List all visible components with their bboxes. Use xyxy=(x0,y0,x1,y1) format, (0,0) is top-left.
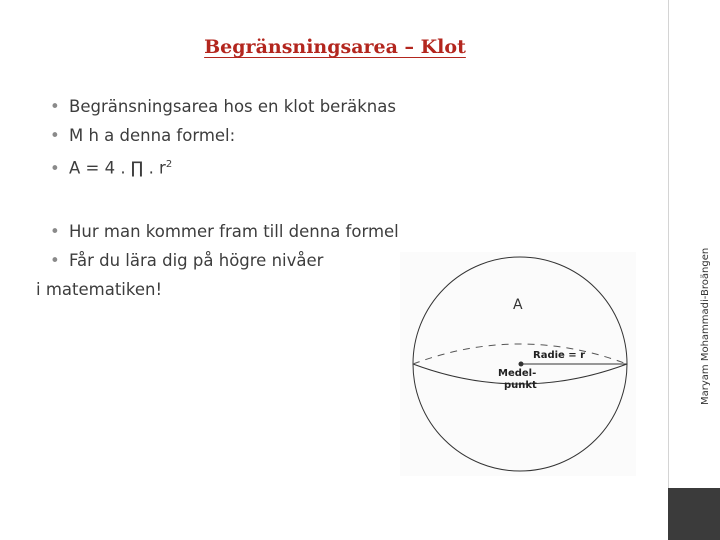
bullet-text: M h a denna formel: xyxy=(69,126,236,145)
center-point xyxy=(519,362,524,367)
slide-title: Begränsningsarea – Klot xyxy=(204,36,466,58)
bullet-dot-icon: • xyxy=(50,222,60,241)
sphere-diagram xyxy=(400,252,636,476)
radius-label: Radie = r xyxy=(533,350,586,361)
bullet-list-formula xyxy=(50,92,470,183)
label-a: A xyxy=(513,297,523,313)
bullet-dot-icon: • xyxy=(50,251,60,270)
formula-text: A = 4 . ∏ . r xyxy=(69,158,166,178)
bullet-continuation: i matematiken! xyxy=(36,280,163,299)
bullet-dot-icon: • xyxy=(50,158,60,178)
right-sidebar xyxy=(668,0,720,540)
bullet-item xyxy=(50,92,470,121)
author-vertical-text: Maryam Mohammadi-Broängen xyxy=(700,247,711,405)
sphere-figure xyxy=(400,252,636,476)
bullet-item xyxy=(50,217,470,246)
center-label-line1: Medel- xyxy=(498,368,537,379)
bullet-dot-icon: • xyxy=(50,126,60,145)
bullet-text: Begränsningsarea hos en klot beräknas xyxy=(69,97,396,116)
sidebar-footer-block xyxy=(668,488,720,540)
bullet-text: Hur man kommer fram till denna formel xyxy=(69,222,399,241)
formula-exponent: 2 xyxy=(165,159,173,170)
bullet-text: Får du lära dig på högre nivåer xyxy=(69,251,324,270)
bullet-dot-icon: • xyxy=(50,97,60,116)
equator-back xyxy=(413,344,627,364)
center-label-line2: punkt xyxy=(504,380,537,391)
bullet-item xyxy=(50,121,470,150)
bullet-item-formula xyxy=(50,150,470,183)
